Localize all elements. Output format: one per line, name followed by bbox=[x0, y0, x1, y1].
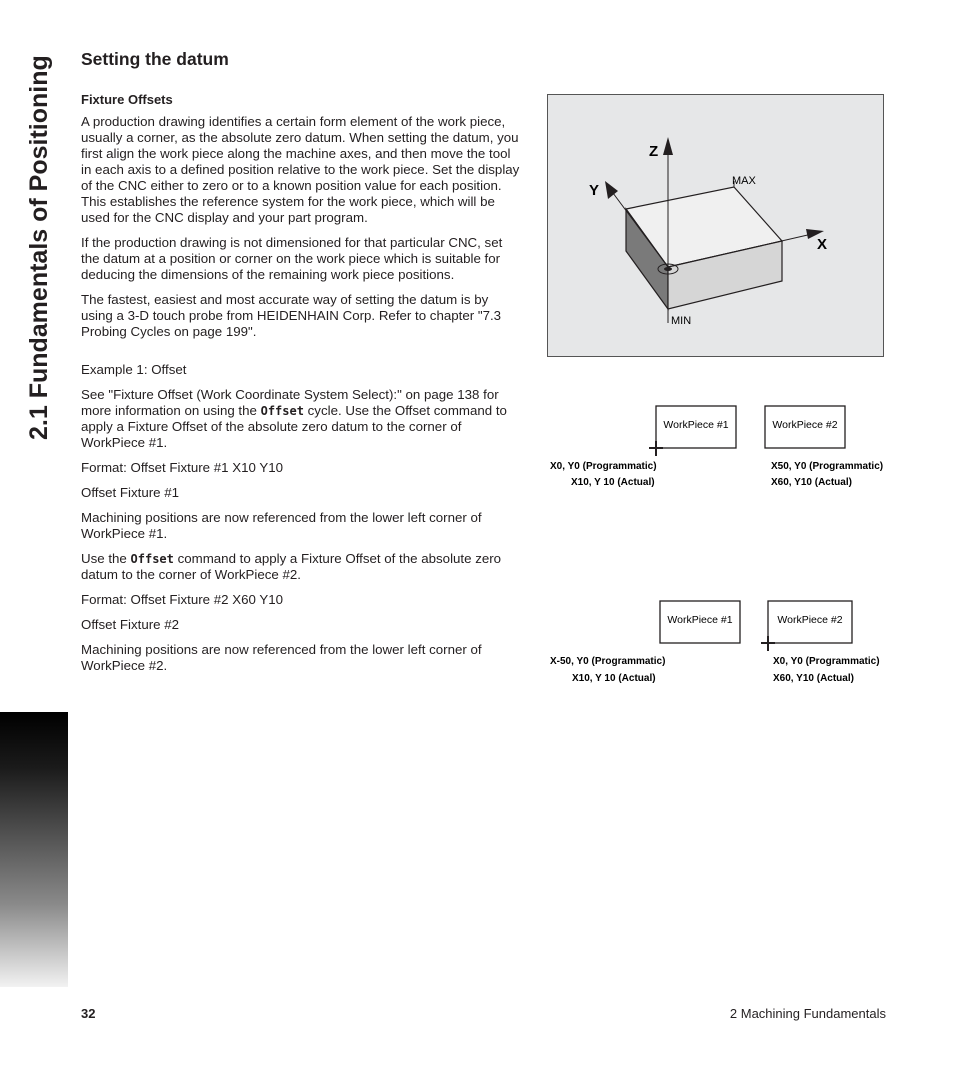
left-actual-label: X10, Y 10 (Actual) bbox=[572, 673, 656, 684]
text-span: command to apply a Fixture Offset of the absolute zero datum to the corner of WorkPiece #2. bbox=[81, 551, 502, 582]
datum-axes-svg bbox=[548, 95, 883, 356]
max-label: MAX bbox=[732, 175, 756, 187]
sidebar-gradient-tab bbox=[0, 712, 68, 987]
main-text-column bbox=[81, 48, 523, 683]
format-line-2: Format: Offset Fixture #2 X60 Y10 bbox=[81, 592, 284, 607]
min-label: MIN bbox=[671, 315, 692, 327]
datum-symbol-inner bbox=[664, 267, 672, 271]
paragraph-machining-wp1: Machining positions are now referenced from the lower left corner of WorkPiece #1. bbox=[81, 510, 482, 541]
workpiece-2-label: WorkPiece #2 bbox=[777, 614, 843, 626]
workpiece-1-label: WorkPiece #1 bbox=[663, 419, 729, 431]
sidebar-section-title: 2.1 Fundamentals of Positioning bbox=[25, 55, 53, 440]
y-axis-label: Y bbox=[589, 182, 600, 199]
format-line-1: Format: Offset Fixture #1 X10 Y10 bbox=[81, 460, 284, 475]
workpiece-1-label: WorkPiece #1 bbox=[667, 614, 733, 626]
paragraph-touch-probe: The fastest, easiest and most accurate way of setting the datum is by using a 3-D touch probe from HEIDENHAIN Corp. Refer to chapter "7.3 Probing Cycles on page 199". bbox=[81, 292, 502, 339]
paragraph-use-offset bbox=[81, 551, 523, 583]
subsection-title: Fixture Offsets bbox=[81, 92, 173, 107]
code-offset: Offset bbox=[260, 404, 304, 418]
z-axis-label: Z bbox=[649, 143, 659, 160]
right-actual-label: X60, Y10 (Actual) bbox=[771, 477, 852, 488]
text-span: Use the bbox=[81, 551, 131, 566]
chapter-footer: 2 Machining Fundamentals bbox=[729, 1006, 886, 1021]
text-span: See "Fixture Offset (Work Coordinate System Select):" on page 138 for more information on using the bbox=[81, 387, 499, 418]
right-programmatic-label: X0, Y0 (Programmatic) bbox=[773, 656, 880, 667]
offset-figure-wp1 bbox=[547, 400, 887, 495]
paragraph-datum-intro: A production drawing identifies a certain form element of the work piece, usually a corner, as the absolute zero datum. When setting the datum, you first align the work piece along the machine axes, and then move the tool in each axis to a defined position relative to the work piece. Set the display of the CNC either to zero or to a known position value for each position. This establishes the reference system for the work piece, which will be used for the CNC display and your part program. bbox=[81, 114, 520, 225]
left-programmatic-label: X-50, Y0 (Programmatic) bbox=[550, 656, 666, 667]
code-offset: Offset bbox=[130, 552, 174, 566]
offset-fixture-2: Offset Fixture #2 bbox=[81, 617, 180, 632]
left-programmatic-label: X0, Y0 (Programmatic) bbox=[550, 461, 657, 472]
page-number: 32 bbox=[81, 1006, 96, 1021]
workpiece-2-label: WorkPiece #2 bbox=[772, 419, 838, 431]
section-title: Setting the datum bbox=[81, 49, 229, 69]
right-programmatic-label: X50, Y0 (Programmatic) bbox=[771, 461, 884, 472]
left-actual-label: X10, Y 10 (Actual) bbox=[571, 477, 655, 488]
example-label: Example 1: Offset bbox=[81, 362, 187, 377]
z-axis-arrow bbox=[663, 137, 673, 155]
offset-fixture-1: Offset Fixture #1 bbox=[81, 485, 180, 500]
text-span: cycle. Use the Offset command to apply a Fixture Offset of the absolute zero datum to the corner of WorkPiece #1. bbox=[81, 403, 507, 450]
paragraph-machining-wp2: Machining positions are now referenced from the lower left corner of WorkPiece #2. bbox=[81, 642, 482, 673]
offset-figure-wp2 bbox=[547, 595, 887, 690]
paragraph-not-dimensioned: If the production drawing is not dimensioned for that particular CNC, set the datum at a position or corner on the work piece which is suitable for deducing the dimensions of the remaining work piece positions. bbox=[81, 235, 503, 282]
x-axis-label: X bbox=[817, 236, 828, 253]
right-actual-label: X60, Y10 (Actual) bbox=[773, 673, 854, 684]
paragraph-offset-see bbox=[81, 387, 523, 451]
datum-axes-figure bbox=[547, 94, 884, 357]
